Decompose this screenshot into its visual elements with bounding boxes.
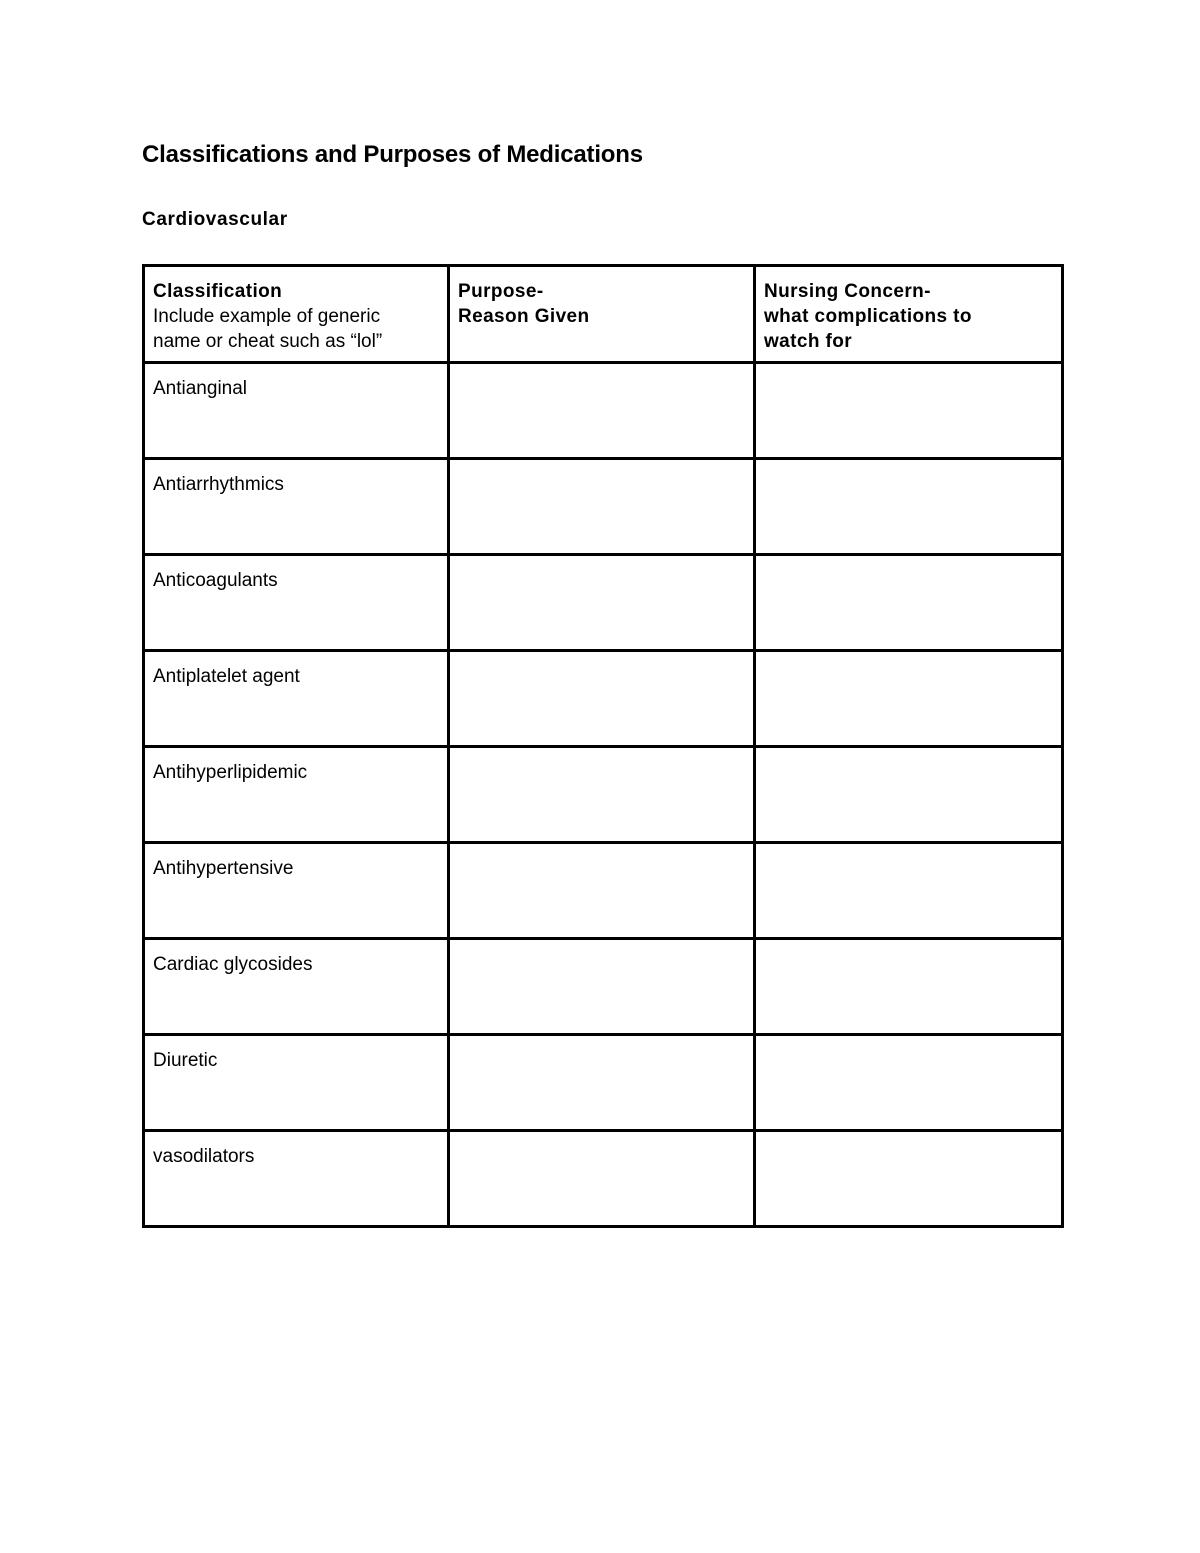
classification-cell: [144, 1035, 449, 1131]
header-nursing-line1: Nursing Concern-: [764, 281, 931, 302]
nursing-concern-cell: [755, 843, 1063, 939]
classification-cell: [144, 459, 449, 555]
purpose-cell: [449, 939, 755, 1035]
table-row: [144, 1131, 1063, 1227]
table-row: [144, 1035, 1063, 1131]
purpose-cell: [449, 459, 755, 555]
section-heading: Cardiovascular: [142, 209, 288, 230]
header-purpose-line2: Reason Given: [458, 306, 590, 327]
classification-cell: [144, 1131, 449, 1227]
nursing-concern-cell: [755, 363, 1063, 459]
classification-cell: [144, 555, 449, 651]
classification-text: Anticoagulants: [153, 570, 278, 591]
nursing-concern-cell: [755, 1131, 1063, 1227]
header-classification-title: Classification: [153, 281, 283, 302]
classification-text: Antiplatelet agent: [153, 666, 300, 687]
classification-text: Cardiac glycosides: [153, 954, 313, 975]
purpose-cell: [449, 747, 755, 843]
classification-cell: [144, 363, 449, 459]
header-nursing-line2: what complications to: [764, 306, 972, 327]
header-nursing-concern: [755, 266, 1063, 363]
classification-text: Antianginal: [153, 378, 248, 399]
purpose-cell: [449, 555, 755, 651]
header-classification-note-line2: name or cheat such as “lol”: [153, 331, 383, 352]
classification-cell: [144, 747, 449, 843]
header-purpose: [449, 266, 755, 363]
header-purpose-line1: Purpose-: [458, 281, 544, 302]
nursing-concern-cell: [755, 555, 1063, 651]
table-row: [144, 555, 1063, 651]
classification-cell: [144, 843, 449, 939]
table-row: [144, 939, 1063, 1035]
classification-text: Antihypertensive: [153, 858, 294, 879]
classification-text: Antiarrhythmics: [153, 474, 284, 495]
nursing-concern-cell: [755, 939, 1063, 1035]
header-nursing-line3: watch for: [764, 331, 853, 352]
table-row: [144, 651, 1063, 747]
classification-text: Diuretic: [153, 1050, 218, 1071]
header-classification-note-line1: Include example of generic: [153, 306, 381, 327]
classification-text: Antihyperlipidemic: [153, 762, 308, 783]
header-classification: [144, 266, 449, 363]
purpose-cell: [449, 1035, 755, 1131]
table-row: [144, 459, 1063, 555]
table-row: [144, 843, 1063, 939]
purpose-cell: [449, 363, 755, 459]
classification-cell: [144, 651, 449, 747]
classification-cell: [144, 939, 449, 1035]
table-row: [144, 363, 1063, 459]
purpose-cell: [449, 1131, 755, 1227]
page-title: Classifications and Purposes of Medications: [142, 141, 643, 168]
classification-text: vasodilators: [153, 1146, 255, 1167]
nursing-concern-cell: [755, 747, 1063, 843]
nursing-concern-cell: [755, 1035, 1063, 1131]
table-row: [144, 747, 1063, 843]
purpose-cell: [449, 651, 755, 747]
purpose-cell: [449, 843, 755, 939]
nursing-concern-cell: [755, 459, 1063, 555]
medications-table: [142, 264, 1064, 1228]
nursing-concern-cell: [755, 651, 1063, 747]
table-header-row: [144, 266, 1063, 363]
